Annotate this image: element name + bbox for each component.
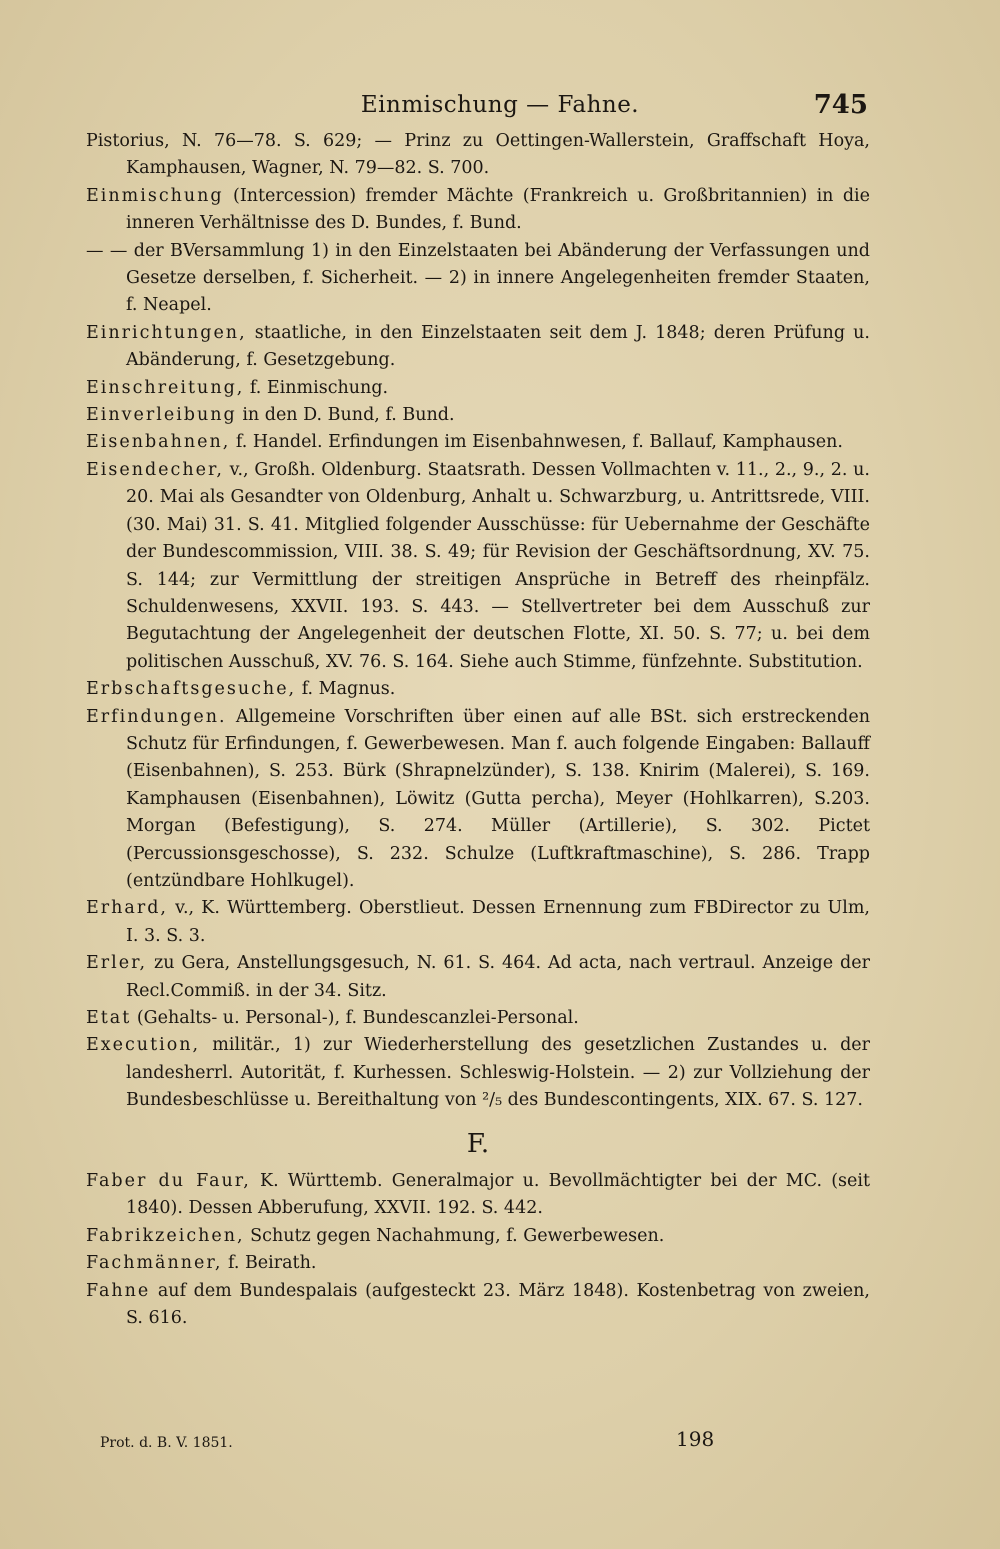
entry-text: f. Magnus. <box>296 679 396 700</box>
entry-text: v., K. Württemberg. Oberstlieut. Dessen Ernennung zum FBDirector zu Ulm, I. 3. S. 3. <box>126 898 870 946</box>
index-entry <box>86 1223 870 1250</box>
entry-head: Erhard, <box>86 898 168 919</box>
running-title: Einmischung — Fahne. <box>360 92 640 118</box>
entry-text: K. Württemb. Generalmajor u. Bevollmächtigter bei der MC. (seit 1840). Dessen Abberufung, XXVII. 192. S. 442. <box>126 1171 870 1219</box>
index-entry <box>86 1250 870 1277</box>
index-entry <box>86 457 870 676</box>
entry-head: Fachmänner, <box>86 1253 223 1274</box>
entry-text: in den D. Bund, f. Bund. <box>236 405 455 426</box>
entry-head: Erbschaftsgesuche, <box>86 679 297 700</box>
index-entry <box>86 238 870 320</box>
entry-head: Einverleibung <box>86 405 237 426</box>
index-entry <box>86 128 870 183</box>
index-entry <box>86 375 870 402</box>
entry-head: Fahne <box>86 1280 151 1301</box>
entry-head: Eisenbahnen, <box>86 432 231 453</box>
index-entry <box>86 950 870 1005</box>
entry-text: Allgemeine Vorschriften über einen auf alle BSt. sich erstreckenden Schutz für Erfindungen, f. Gewerbewesen. Man f. auch folgende Eingaben: Ballauff (Eisenbahnen), S. 253. Bürk (Shrapnelzünder), S. 138. Knirim (Malerei), S. 169. Kamphausen (Eisenbahnen), Löwitz (Gutta percha), Meyer (Hohlkarren), S.203. Morgan (Befestigung), S. 274. Müller (Artillerie), S. 302. Pictet (Percussionsgeschosse), S. 232. Schulze (Luftkraftmaschine), S. 286. Trapp (entzündbare Hohlkugel). <box>126 706 870 891</box>
entry-text: Schutz gegen Nachahmung, f. Gewerbewesen. <box>244 1225 665 1246</box>
entry-text: — — der BVersammlung 1) in den Einzelstaaten bei Abänderung der Verfassungen und Gesetze derselben, f. Sicherheit. — 2) in innere Angelegenheiten fremder Staaten, f. Neapel. <box>86 240 870 316</box>
entry-head: Faber du Faur, <box>86 1171 251 1192</box>
index-entry <box>86 676 870 703</box>
index-entry <box>86 895 870 950</box>
section-letter-heading: F. <box>466 1128 490 1159</box>
entry-text: v., Großh. Oldenburg. Staatsrath. Dessen Vollmachten v. 11., 2., 9., 2. u. 20. Mai als Gesandter von Oldenburg, Anhalt u. Schwarzburg, u. Antrittsrede, VIII. (30. Mai) 31. S. 41. Mitglied folgender Ausschüsse: für Uebernahme der Geschäfte der Bundescommission, VIII. 38. S. 49; für Revision der Geschäftsordnung, XV. 75. S. 144; zur Vermittlung der streitigen Ansprüche in Betreff des rheinpfälz. Schuldenwesens, XXVII. 193. S. 443. — Stellvertreter bei dem Ausschuß zur Begutachtung der Angelegenheit der deutschen Flotte, XI. 50. S. 77; u. bei dem politischen Ausschuß, XV. 76. S. 164. Siehe auch Stimme, fünfzehnte. Substitution. <box>126 459 870 672</box>
entry-text: Pistorius, N. 76—78. S. 629; — Prinz zu Oettingen-Wallerstein, Graffschaft Hoya, Kamphausen, Wagner, N. 79—82. S. 700. <box>86 131 870 179</box>
entry-head: Einschreitung, <box>86 377 245 398</box>
printer-signature: Prot. d. B. V. 1851. <box>100 1435 233 1451</box>
entry-head: Erler, <box>86 953 148 974</box>
entry-head: Etat <box>86 1008 132 1028</box>
entry-head: Execution, <box>86 1035 201 1056</box>
index-entry <box>86 1278 870 1333</box>
entry-head: Einrichtungen, <box>86 322 247 343</box>
page-footer <box>100 1427 900 1457</box>
index-entry <box>86 183 870 238</box>
entry-text: f. Beirath. <box>222 1253 317 1274</box>
entry-text: auf dem Bundespalais (aufgesteckt 23. März 1848). Kostenbetrag von zweien, S. 616. <box>126 1280 870 1329</box>
entry-head: Fabrikzeichen, <box>86 1225 245 1246</box>
entry-text: f. Handel. Erfindungen im Eisenbahnwesen, f. Ballauf, Kamphausen. <box>230 432 843 453</box>
index-entry <box>86 704 870 896</box>
index-entry <box>86 320 870 375</box>
entry-head: Erfindungen. <box>86 706 227 727</box>
page-number: 745 <box>813 90 868 120</box>
entry-text: staatliche, in den Einzelstaaten seit dem J. 1848; deren Prüfung u. Abänderung, f. Gesetzgebung. <box>126 322 870 371</box>
index-entry <box>86 402 870 429</box>
entry-head: Eisendecher, <box>86 459 224 480</box>
index-body <box>86 128 870 1332</box>
index-entry <box>86 1005 870 1032</box>
page-header <box>0 92 1000 132</box>
entry-text: zu Gera, Anstellungsgesuch, N. 61. S. 464. Ad acta, nach vertraul. Anzeige der Recl.Commiß. in der 34. Sitz. <box>126 953 870 1001</box>
entry-text: (Gehalts- u. Personal-), f. Bundescanzlei-Personal. <box>131 1008 579 1028</box>
entry-text: f. Einmischung. <box>244 377 389 398</box>
entry-head: Einmischung <box>86 185 224 206</box>
index-entry <box>86 429 870 456</box>
entry-text: (Intercession) fremder Mächte (Frankreich u. Großbritannien) in die inneren Verhältnisse des D. Bundes, f. Bund. <box>126 185 870 234</box>
index-entry <box>86 1032 870 1114</box>
entry-text: militär., 1) zur Wiederherstellung des gesetzlichen Zustandes u. der landesherrl. Autorität, f. Kurhessen. Schleswig-Holstein. — 2) zur Vollziehung der Bundesbeschlüsse u. Bereithaltung von ²/₅ des Bundescontingents, XIX. 67. S. 127. <box>126 1035 870 1111</box>
index-entry <box>86 1168 870 1223</box>
sheet-number: 198 <box>676 1427 715 1451</box>
